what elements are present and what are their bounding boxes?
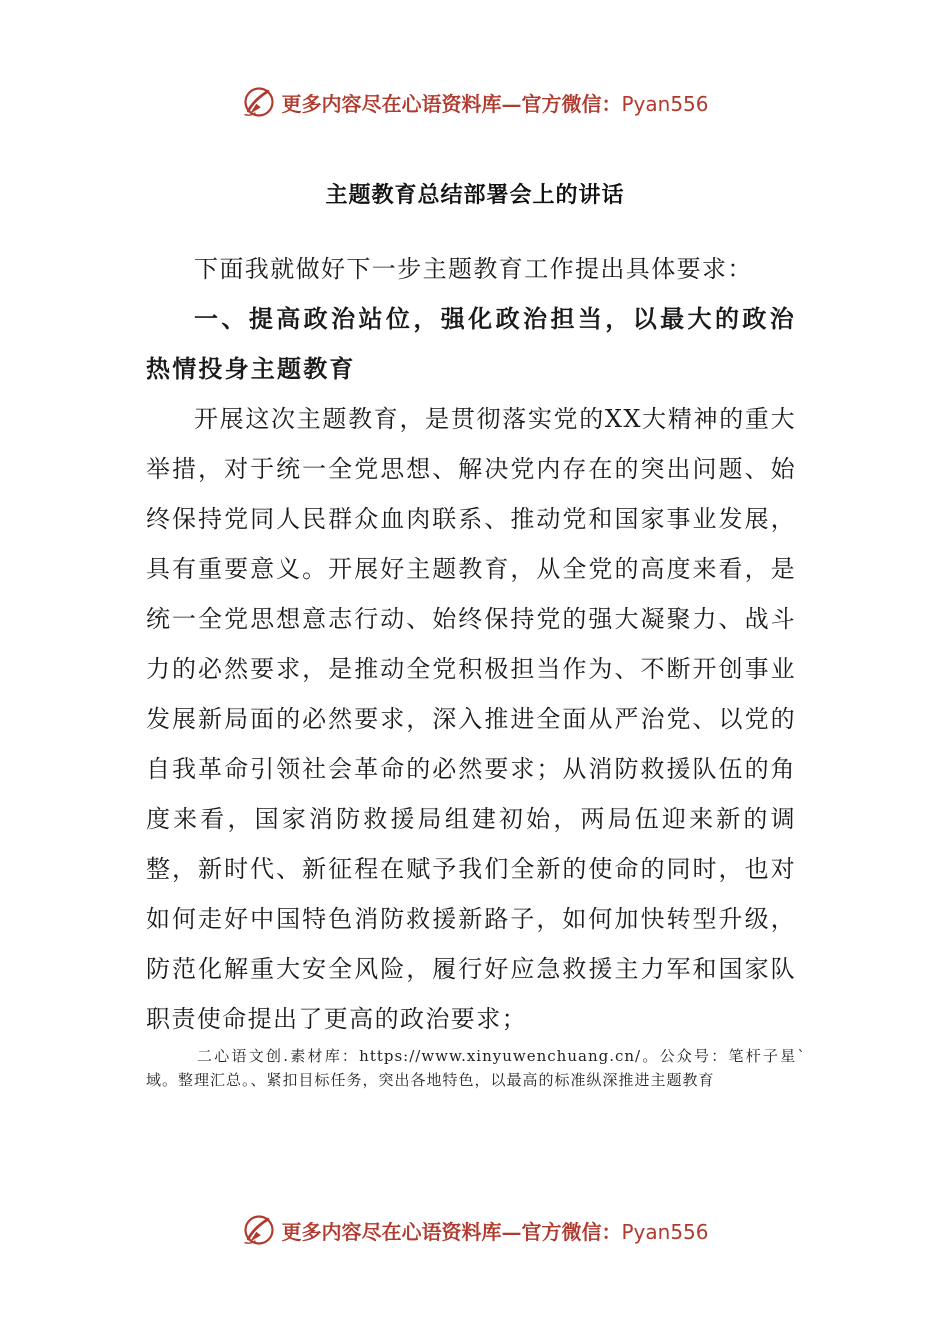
body-paragraph: 开展这次主题教育，是贯彻落实党的XX大精神的重大举措，对于统一全党思想、解决党内存在的突出问题、始终保持党同人民群众血肉联系、推动党和国家事业发展，具有重要意义。开展好主题教育，从全党的高度来看，是统一全党思想意志行动、始终保持党的强大凝聚力、战斗力的必然要求，是推动全党积极担当作为、不断开创事业发展新局面的必然要求，深入推进全面从严治党、以党的自我革命引领社会革命的必然要求；从消防救援队伍的角度来看，国家消防救援局组建初始，两局伍迎来新的调整，新时代、新征程在赋予我们全新的使命的同时，也对如何走好中国特色消防救援新路子，如何加快转型升级，防范化解重大安全风险，履行好应急救援主力军和国家队职责使命提出了更高的政治要求； [146,405,796,1033]
banner-wechat-id: Pyan556 [621,91,709,116]
pen-logo-icon [241,1212,277,1248]
intro-paragraph: 下面我就做好下一步主题教育工作提出具体要求： [194,255,753,283]
pen-logo-icon [241,84,277,120]
footer-banner [0,1210,950,1250]
banner-text [281,1216,708,1245]
banner-text-cn: 更多内容尽在心语资料库—官方微信： [281,91,622,116]
source-footnote: 二心语文创.素材库：https://www.xinyuwenchuang.cn/。公众号：笔杆子星`域。整理汇总。、紧扣目标任务，突出各地特色，以最高的标准纵深推进主题教育 [146,1047,806,1089]
banner-text-cn: 更多内容尽在心语资料库—官方微信： [281,1219,622,1244]
banner-text [281,88,708,117]
banner-wechat-id: Pyan556 [621,1219,709,1244]
document-title: 主题教育总结部署会上的讲话 [325,182,625,208]
section-heading: 一、提高政治站位，强化政治担当，以最大的政治热情投身主题教育 [146,304,796,383]
document-body [146,244,796,1044]
header-banner [0,82,950,122]
